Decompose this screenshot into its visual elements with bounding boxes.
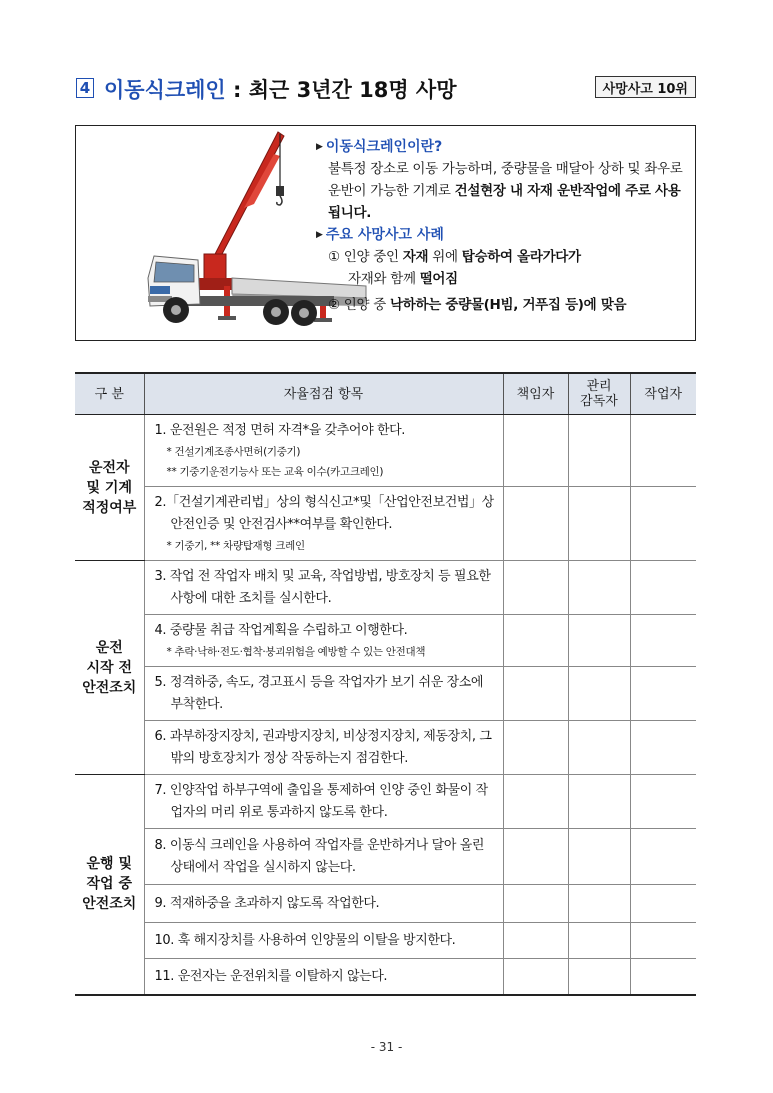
info-text — [316, 136, 688, 316]
check-cell-worker[interactable] — [630, 775, 696, 829]
checklist-table — [75, 372, 696, 996]
check-cell-responsible[interactable] — [503, 959, 568, 995]
section-title-row — [76, 72, 696, 104]
table-row — [75, 415, 696, 487]
page-number: - 31 - — [370, 1040, 403, 1054]
header-item: 자율점검 항목 — [144, 373, 503, 415]
header-supervisor: 관리 감독자 — [568, 373, 630, 415]
check-cell-responsible[interactable] — [503, 721, 568, 775]
definition-heading: ▶ 이동식크레인이란? — [316, 139, 443, 155]
check-cell-supervisor[interactable] — [568, 923, 630, 959]
item-cell: 5. 정격하중, 속도, 경고표시 등을 작업자가 보기 쉬운 장소에 부착한다. — [144, 667, 503, 721]
check-cell-responsible[interactable] — [503, 615, 568, 667]
table-header-row — [75, 373, 696, 415]
table-row — [75, 923, 696, 959]
check-cell-responsible[interactable] — [503, 561, 568, 615]
item-cell: 8. 이동식 크레인을 사용하여 작업자를 운반하거나 달아 올린 상태에서 작업을 실시하지 않는다. — [144, 829, 503, 885]
check-cell-supervisor[interactable] — [568, 959, 630, 995]
check-cell-responsible[interactable] — [503, 415, 568, 487]
section-number-box: 4 — [76, 78, 94, 98]
item-cell: 2.「건설기계관리법」상의 형식신고*및「산업안전보건법」상 안전인증 및 안전검사**여부를 확인한다. * 기중기, ** 차량탑재형 크레인 — [144, 487, 503, 561]
check-cell-responsible[interactable] — [503, 885, 568, 923]
item-cell: 11. 운전자는 운전위치를 이탈하지 않는다. — [144, 959, 503, 995]
check-cell-worker[interactable] — [630, 487, 696, 561]
check-cell-supervisor[interactable] — [568, 885, 630, 923]
check-cell-supervisor[interactable] — [568, 721, 630, 775]
check-cell-responsible[interactable] — [503, 923, 568, 959]
header-category: 구 분 — [75, 373, 144, 415]
check-cell-supervisor[interactable] — [568, 829, 630, 885]
check-cell-worker[interactable] — [630, 615, 696, 667]
check-cell-worker[interactable] — [630, 885, 696, 923]
check-cell-supervisor[interactable] — [568, 667, 630, 721]
item-cell: 7. 인양작업 하부구역에 출입을 통제하여 인양 중인 화물이 작업자의 머리 위로 통과하지 않도록 한다. — [144, 775, 503, 829]
table-row — [75, 775, 696, 829]
definition-paragraph: 불특정 장소로 이동 가능하며, 중량물을 매달아 상하 및 좌우로 운반이 가능한 기계로 건설현장 내 자재 운반작업에 주로 사용됩니다. — [328, 161, 683, 221]
item-cell: 3. 작업 전 작업자 배치 및 교육, 작업방법, 방호장치 등 필요한 사항에 대한 조치를 실시한다. — [144, 561, 503, 615]
table-row — [75, 561, 696, 615]
check-cell-supervisor[interactable] — [568, 615, 630, 667]
table-row — [75, 615, 696, 667]
case-2: ② 인양 중 낙하하는 중량물(H빔, 거푸집 등)에 맞음 — [328, 297, 627, 313]
cases-heading: ▶ 주요 사망사고 사례 — [316, 227, 444, 243]
check-cell-responsible[interactable] — [503, 487, 568, 561]
check-cell-worker[interactable] — [630, 415, 696, 487]
table-row — [75, 959, 696, 995]
check-cell-supervisor[interactable] — [568, 415, 630, 487]
check-cell-worker[interactable] — [630, 829, 696, 885]
check-cell-responsible[interactable] — [503, 667, 568, 721]
check-cell-worker[interactable] — [630, 667, 696, 721]
table-row — [75, 721, 696, 775]
section-title — [104, 74, 457, 104]
triangle-bullet-icon: ▶ — [316, 142, 323, 152]
check-cell-supervisor[interactable] — [568, 561, 630, 615]
info-box — [75, 125, 696, 341]
item-cell: 6. 과부하장지장치, 권과방지장치, 비상정지장치, 제동장치, 그 밖의 방호장치가 정상 작동하는지 점검한다. — [144, 721, 503, 775]
table-row — [75, 487, 696, 561]
title-accent: 이동식크레인 — [104, 78, 226, 102]
check-cell-worker[interactable] — [630, 923, 696, 959]
check-cell-supervisor[interactable] — [568, 487, 630, 561]
item-cell: 1. 운전원은 적정 면허 자격*을 갖추어야 한다. * 건설기계조종사면허(기중기) ** 기중기운전기능사 또는 교육 이수(카고크레인) — [144, 415, 503, 487]
triangle-bullet-icon: ▶ — [316, 230, 323, 240]
item-cell: 4. 중량물 취급 작업계획을 수립하고 이행한다. * 추락·낙하·전도·협착·붕괴위험을 예방할 수 있는 안전대책 — [144, 615, 503, 667]
check-cell-worker[interactable] — [630, 561, 696, 615]
table-row — [75, 885, 696, 923]
header-worker: 작업자 — [630, 373, 696, 415]
case-1: ① 인양 중인 자재 위에 탑승하여 올라가다가 자재와 함께 떨어짐 — [328, 249, 581, 287]
check-cell-worker[interactable] — [630, 959, 696, 995]
check-cell-responsible[interactable] — [503, 829, 568, 885]
category-cell: 운전자 및 기계 적정여부 — [75, 415, 144, 561]
category-cell: 운전 시작 전 안전조치 — [75, 561, 144, 775]
category-cell: 운행 및 작업 중 안전조치 — [75, 775, 144, 995]
rank-badge: 사망사고 10위 — [595, 76, 696, 98]
check-cell-supervisor[interactable] — [568, 775, 630, 829]
table-row — [75, 829, 696, 885]
item-cell: 10. 훅 해지장치를 사용하여 인양물의 이탈을 방지한다. — [144, 923, 503, 959]
check-cell-responsible[interactable] — [503, 775, 568, 829]
item-cell: 9. 적재하중을 초과하지 않도록 작업한다. — [144, 885, 503, 923]
header-responsible: 책임자 — [503, 373, 568, 415]
check-cell-worker[interactable] — [630, 721, 696, 775]
title-rest: : 최근 3년간 18명 사망 — [225, 78, 457, 102]
table-row — [75, 667, 696, 721]
